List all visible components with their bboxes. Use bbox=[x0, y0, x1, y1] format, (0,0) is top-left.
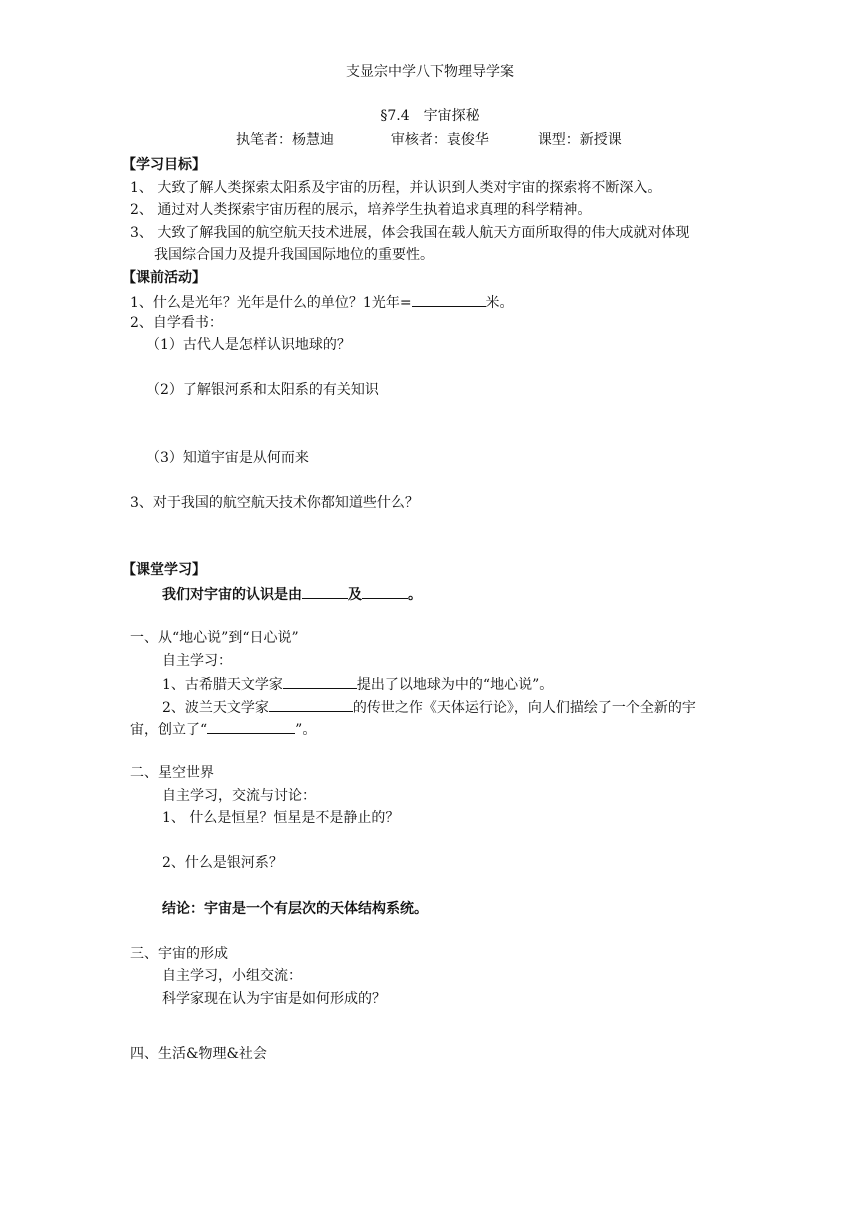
goals-heading: 【学习目标】 bbox=[122, 157, 206, 173]
answer-blank-greek-astronomer[interactable] bbox=[283, 673, 357, 689]
section-2-q1: 1、 什么是恒星？恒星是不是静止的？ bbox=[162, 810, 400, 826]
pre-class-q2-3: （3）知道宇宙是从何而来 bbox=[146, 450, 309, 466]
section-4-title: 四、生活&物理&社会 bbox=[130, 1046, 267, 1062]
in-class-intro: 我们对宇宙的认识是由 及 。 bbox=[162, 583, 422, 605]
section-2-conclusion: 结论：宇宙是一个有层次的天体结构系统。 bbox=[162, 901, 428, 917]
authors-line bbox=[236, 130, 622, 150]
answer-blank-polish-astronomer[interactable] bbox=[269, 696, 353, 712]
section-1-self-study: 自主学习： bbox=[162, 653, 232, 669]
answer-blank-theory[interactable] bbox=[207, 718, 295, 734]
section-1-title: 一、从“地心说”到“日心说” bbox=[130, 630, 299, 646]
section-3-q: 科学家现在认为宇宙是如何形成的？ bbox=[162, 991, 386, 1007]
in-class-heading: 【课堂学习】 bbox=[122, 562, 206, 578]
writer-label: 执笔者：杨慧迪 bbox=[236, 132, 334, 148]
answer-blank-light-year[interactable] bbox=[412, 291, 486, 307]
section-2-q2: 2、什么是银河系？ bbox=[162, 855, 283, 871]
goal-item-1: 1、 大致了解人类探索太阳系及宇宙的历程，并认识到人类对宇宙的探索将不断深入。 bbox=[130, 180, 662, 196]
lesson-type-label: 课型：新授课 bbox=[537, 132, 622, 148]
section-2-self-study: 自主学习，交流与讨论： bbox=[162, 788, 316, 804]
section-title: §7.4 宇宙探秘 bbox=[380, 108, 480, 124]
pre-class-q2-1: （1）古代人是怎样认识地球的？ bbox=[146, 337, 351, 353]
pre-class-q3: 3、对于我国的航空航天技术你都知道些什么？ bbox=[130, 495, 419, 511]
pre-class-q1: 1、什么是光年？光年是什么的单位？1光年= 米。 bbox=[130, 291, 514, 313]
answer-blank-intro-1[interactable] bbox=[302, 583, 348, 599]
section-1-q2: 2、波兰天文学家 的传世之作《天体运行论》，向人们描绘了一个全新的宇 bbox=[162, 696, 696, 718]
pre-class-q2: 2、自学看书： bbox=[130, 315, 223, 331]
section-3-title: 三、宇宙的形成 bbox=[130, 946, 228, 962]
section-1-q1: 1、古希腊天文学家 提出了以地球为中的“地心说”。 bbox=[162, 673, 553, 695]
pre-class-q2-2: （2）了解银河系和太阳系的有关知识 bbox=[146, 382, 379, 398]
answer-blank-intro-2[interactable] bbox=[362, 583, 408, 599]
goal-item-3: 3、 大致了解我国的航空航天技术进展，体会我国在载人航天方面所取得的伟大成就对体现 bbox=[130, 225, 690, 241]
goal-item-3-cont: 我国综合国力及提升我国国际地位的重要性。 bbox=[154, 247, 434, 263]
school-title: 支显宗中学八下物理导学案 bbox=[346, 64, 514, 80]
reviewer-label: 审核者：袁俊华 bbox=[390, 132, 489, 148]
section-1-q2-cont: 宙，创立了“ ”。 bbox=[130, 718, 316, 740]
pre-class-heading: 【课前活动】 bbox=[122, 270, 206, 286]
section-2-title: 二、星空世界 bbox=[130, 765, 214, 781]
section-3-self-study: 自主学习，小组交流： bbox=[162, 968, 302, 984]
goal-item-2: 2、 通过对人类探索宇宙历程的展示，培养学生执着追求真理的科学精神。 bbox=[130, 202, 592, 218]
